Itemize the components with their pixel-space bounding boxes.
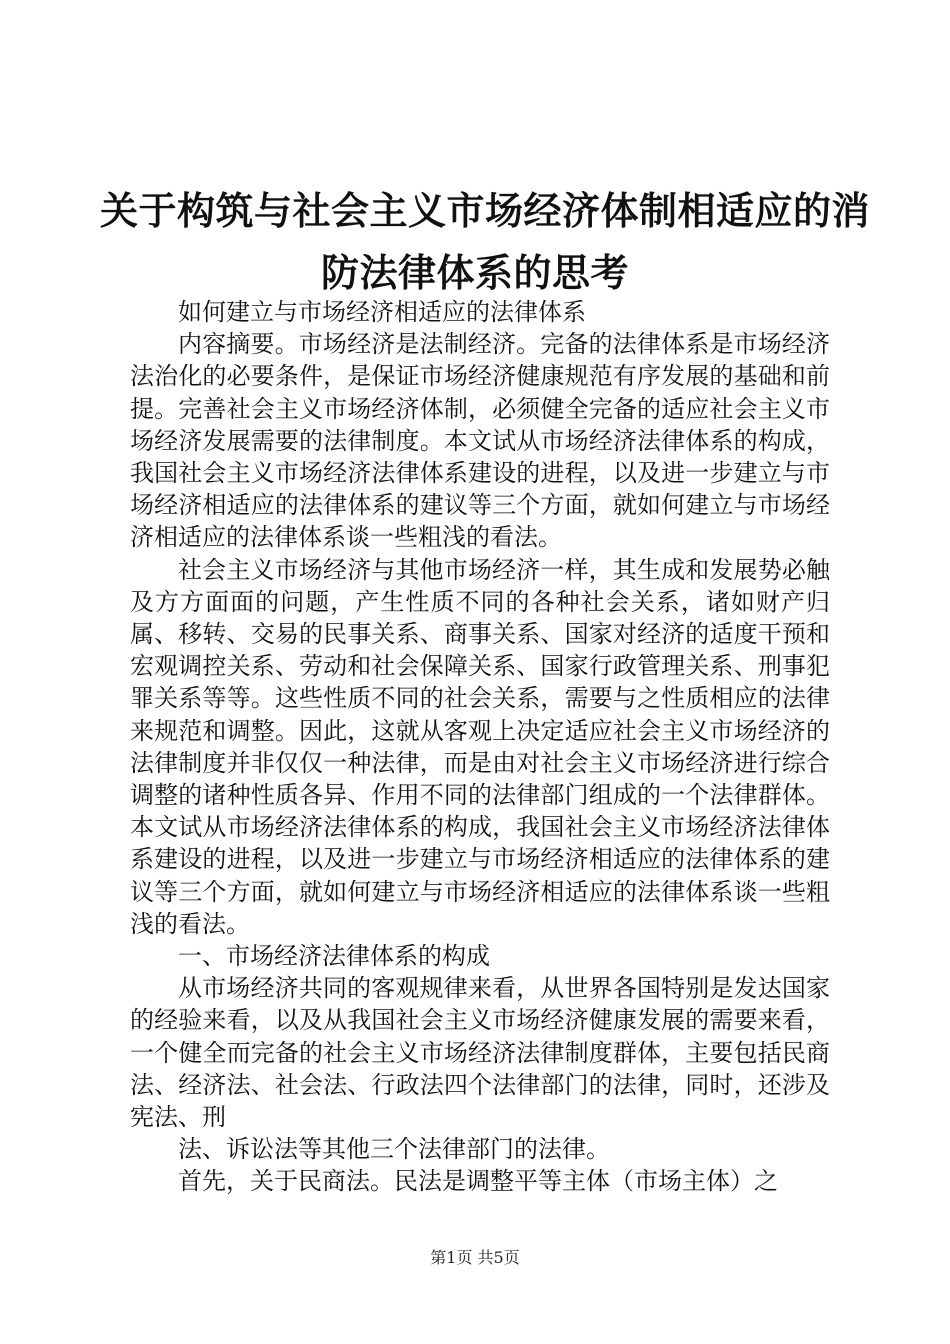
paragraph-abstract: 内容摘要。市场经济是法制经济。完备的法律体系是市场经济法治化的必要条件，是保证市场经济健康规范有序发展的基础和前提。完善社会主义市场经济体制，必须健全完备的适应社会主义市场经济发展需要的法律制度。本文试从市场经济法律体系的构成，我国社会主义市场经济法律体系建设的进程，以及进一步建立与市场经济相适应的法律体系的建议等三个方面，就如何建立与市场经济相适应的法律体系谈一些粗浅的看法。 <box>130 330 830 552</box>
document-title <box>100 180 871 304</box>
paragraph-section1-cont: 法、诉讼法等其他三个法律部门的法律。 <box>178 1135 610 1164</box>
section-heading-1: 一、市场经济法律体系的构成 <box>178 942 490 971</box>
paragraph-subtitle: 如何建立与市场经济相适应的法律体系 <box>178 298 586 326</box>
paragraph-intro: 社会主义市场经济与其他市场经济一样，其生成和发展势必触及方方面面的问题，产生性质不同的各种社会关系，诸如财产归属、移转、交易的民事关系、商事关系、国家对经济的适度干预和宏观调控关系、劳动和社会保障关系、国家行政管理关系、刑事犯罪关系等等。这些性质不同的社会关系，需要与之性质相应的法律来规范和调整。因此，这就从客观上决定适应社会主义市场经济的法律制度并非仅仅一种法律，而是由对社会主义市场经济进行综合调整的诸种性质各异、作用不同的法律部门组成的一个法律群体。本文试从市场经济法律体系的构成，我国社会主义市场经济法律体系建设的进程，以及进一步建立与市场经济相适应的法律体系的建议等三个方面，就如何建立与市场经济相适应的法律体系谈一些粗浅的看法。 <box>130 555 830 938</box>
page-footer: 第1页 共5页 <box>430 1248 520 1267</box>
document-body <box>130 296 830 1198</box>
paragraph-civil-law: 首先，关于民商法。民法是调整平等主体（市场主体）之 <box>178 1167 778 1196</box>
paragraph-section1: 从市场经济共同的客观规律来看，从世界各国特别是发达国家的经验来看，以及从我国社会主义市场经济健康发展的需要来看，一个健全而完备的社会主义市场经济法律制度群体，主要包括民商法、经济法、社会法、行政法四个法律部门的法律，同时，还涉及宪法、刑 <box>130 974 830 1132</box>
title-line-2: 防法律体系的思考 <box>320 251 629 295</box>
title-line-1: 关于构筑与社会主义市场经济体制相适应的消 <box>100 189 871 233</box>
